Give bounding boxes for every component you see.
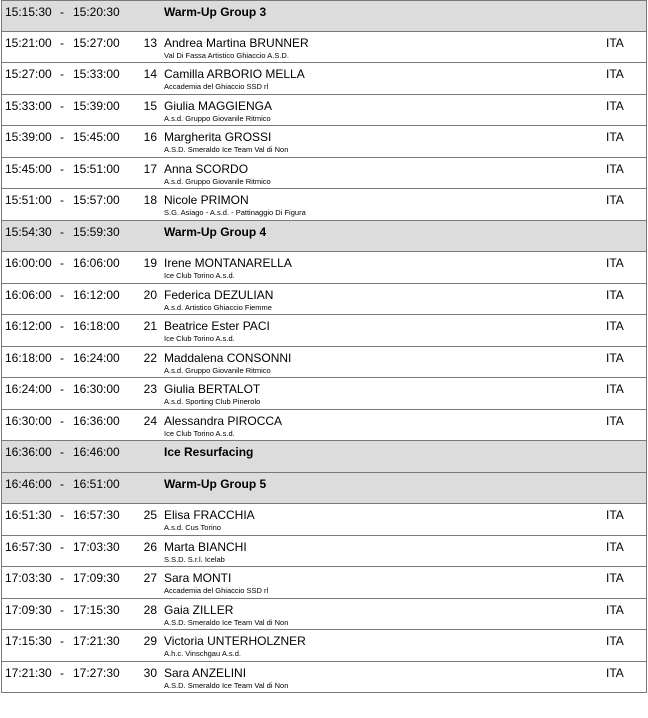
nation-code: ITA [606, 130, 624, 144]
nation-code: ITA [606, 193, 624, 207]
club-name: Accademia del Ghiaccio SSD rl [164, 586, 269, 595]
nation-code: ITA [606, 382, 624, 396]
nation-code: ITA [606, 287, 624, 302]
warmup-row [1, 221, 647, 253]
nation-code: ITA [606, 350, 624, 365]
nation-code: ITA [606, 35, 624, 50]
start-time: 16:00:00 [5, 256, 52, 270]
time-separator: - [60, 319, 64, 333]
start-time: 16:57:30 [5, 539, 52, 554]
skater-name: Irene MONTANARELLA [164, 256, 292, 270]
skater-row [1, 32, 647, 64]
end-time: 16:06:00 [73, 256, 120, 270]
time-separator: - [60, 350, 64, 365]
skater-row [1, 662, 647, 694]
skater-name: Giulia MAGGIENGA [164, 98, 273, 113]
start-time: 15:27:00 [5, 67, 52, 81]
end-time: 16:18:00 [73, 319, 120, 333]
group-title: Warm-Up Group 3 [164, 5, 267, 19]
skater-row [1, 158, 647, 190]
start-number: 17 [143, 161, 157, 176]
schedule-table [1, 0, 647, 693]
start-number: 27 [143, 571, 157, 585]
end-time: 15:39:00 [73, 98, 120, 113]
end-time: 16:30:00 [73, 382, 120, 396]
end-time: 17:27:30 [73, 665, 120, 680]
skater-row [1, 536, 647, 568]
time-separator: - [60, 571, 64, 585]
nation-code: ITA [606, 413, 624, 428]
time-separator: - [60, 602, 64, 617]
skater-row [1, 567, 647, 599]
time-separator: - [60, 67, 64, 81]
skater-name: Sara MONTI [164, 571, 232, 585]
nation-code: ITA [606, 665, 624, 680]
end-time: 15:51:00 [73, 161, 120, 176]
skater-name: Beatrice Ester PACI [164, 319, 270, 333]
club-name: A.s.d. Artistico Ghiaccio Fiemme [164, 302, 272, 312]
time-separator: - [60, 5, 64, 19]
start-time: 16:06:00 [5, 287, 52, 302]
club-name: Ice Club Torino A.s.d. [164, 428, 235, 438]
start-time: 17:09:30 [5, 602, 52, 617]
nation-code: ITA [606, 98, 624, 113]
club-name: A.S.D. Smeraldo Ice Team Val di Non [164, 680, 289, 690]
time-separator: - [60, 224, 64, 239]
warmup-row [1, 473, 647, 505]
club-name: Val Di Fassa Artistico Ghiaccio A.S.D. [164, 50, 289, 60]
warmup-row [1, 0, 647, 32]
end-time: 17:15:30 [73, 602, 120, 617]
nation-code: ITA [606, 571, 624, 585]
start-number: 18 [143, 193, 157, 207]
skater-name: Alessandra PIROCCA [164, 413, 283, 428]
start-time: 15:15:30 [5, 5, 52, 19]
skater-name: Margherita GROSSI [164, 130, 272, 144]
start-number: 30 [143, 665, 157, 680]
end-time: 17:21:30 [73, 634, 120, 648]
start-time: 15:45:00 [5, 161, 52, 176]
group-title: Warm-Up Group 4 [164, 224, 267, 239]
nation-code: ITA [606, 508, 624, 522]
skater-row [1, 63, 647, 95]
time-separator: - [60, 130, 64, 144]
club-name: S.G. Asiago - A.s.d. - Pattinaggio Di Figura [164, 208, 306, 217]
club-name: Accademia del Ghiaccio SSD rl [164, 82, 269, 91]
start-time: 17:15:30 [5, 634, 52, 648]
time-separator: - [60, 287, 64, 302]
end-time: 15:59:30 [73, 224, 120, 239]
start-time: 16:46:00 [5, 476, 52, 491]
end-time: 17:09:30 [73, 571, 120, 585]
end-time: 16:36:00 [73, 413, 120, 428]
skater-row [1, 252, 647, 284]
start-time: 17:03:30 [5, 571, 52, 585]
end-time: 16:12:00 [73, 287, 120, 302]
start-time: 15:51:00 [5, 193, 52, 207]
club-name: A.s.d. Sporting Club Pinerolo [164, 397, 261, 406]
end-time: 15:45:00 [73, 130, 120, 144]
start-number: 29 [143, 634, 157, 648]
start-number: 16 [143, 130, 157, 144]
club-name: S.S.D. S.r.l. Icelab [164, 554, 225, 564]
skater-name: Giulia BERTALOT [164, 382, 261, 396]
start-time: 17:21:30 [5, 665, 52, 680]
nation-code: ITA [606, 539, 624, 554]
nation-code: ITA [606, 602, 624, 617]
start-number: 24 [143, 413, 157, 428]
skater-row [1, 315, 647, 347]
start-number: 13 [143, 35, 157, 50]
start-number: 15 [143, 98, 157, 113]
time-separator: - [60, 413, 64, 428]
skater-name: Gaia ZILLER [164, 602, 234, 617]
event-title: Ice Resurfacing [164, 445, 254, 459]
club-name: A.s.d. Gruppo Giovanile Ritmico [164, 113, 271, 123]
club-name: A.s.d. Cus Torino [164, 523, 221, 532]
time-separator: - [60, 476, 64, 491]
time-separator: - [60, 382, 64, 396]
start-number: 25 [143, 508, 157, 522]
time-separator: - [60, 539, 64, 554]
start-number: 23 [143, 382, 157, 396]
start-number: 22 [143, 350, 157, 365]
skater-row [1, 504, 647, 536]
skater-name: Anna SCORDO [164, 161, 249, 176]
skater-name: Andrea Martina BRUNNER [164, 35, 309, 50]
end-time: 15:27:00 [73, 35, 120, 50]
nation-code: ITA [606, 67, 624, 81]
start-number: 28 [143, 602, 157, 617]
skater-name: Camilla ARBORIO MELLA [164, 67, 305, 81]
time-separator: - [60, 161, 64, 176]
skater-row [1, 95, 647, 127]
end-time: 16:46:00 [73, 445, 120, 459]
start-time: 16:12:00 [5, 319, 52, 333]
end-time: 16:51:00 [73, 476, 120, 491]
nation-code: ITA [606, 319, 624, 333]
start-time: 15:39:00 [5, 130, 52, 144]
start-time: 16:51:30 [5, 508, 52, 522]
nation-code: ITA [606, 256, 624, 270]
time-separator: - [60, 508, 64, 522]
skater-name: Nicole PRIMON [164, 193, 249, 207]
end-time: 17:03:30 [73, 539, 120, 554]
time-separator: - [60, 256, 64, 270]
skater-row [1, 126, 647, 158]
start-number: 19 [143, 256, 157, 270]
start-time: 15:33:00 [5, 98, 52, 113]
skater-name: Federica DEZULIAN [164, 287, 274, 302]
skater-row [1, 410, 647, 442]
time-separator: - [60, 445, 64, 459]
start-number: 14 [143, 67, 157, 81]
skater-name: Sara ANZELINI [164, 665, 247, 680]
start-number: 26 [143, 539, 157, 554]
start-number: 20 [143, 287, 157, 302]
start-number: 21 [143, 319, 157, 333]
skater-name: Marta BIANCHI [164, 539, 247, 554]
skater-row [1, 189, 647, 221]
time-separator: - [60, 35, 64, 50]
end-time: 16:57:30 [73, 508, 120, 522]
resurfacing-row [1, 441, 647, 473]
nation-code: ITA [606, 634, 624, 648]
group-title: Warm-Up Group 5 [164, 476, 267, 491]
club-name: A.S.D. Smeraldo Ice Team Val di Non [164, 617, 289, 627]
skater-row [1, 347, 647, 379]
club-name: Ice Club Torino A.s.d. [164, 271, 235, 280]
start-time: 16:36:00 [5, 445, 52, 459]
time-separator: - [60, 98, 64, 113]
end-time: 15:57:00 [73, 193, 120, 207]
start-time: 16:24:00 [5, 382, 52, 396]
club-name: A.h.c. Vinschgau A.s.d. [164, 649, 241, 658]
skater-name: Maddalena CONSONNI [164, 350, 292, 365]
skater-row [1, 599, 647, 631]
club-name: A.s.d. Gruppo Giovanile Ritmico [164, 176, 271, 186]
time-separator: - [60, 634, 64, 648]
time-separator: - [60, 193, 64, 207]
club-name: Ice Club Torino A.s.d. [164, 334, 235, 343]
club-name: A.S.D. Smeraldo Ice Team Val di Non [164, 145, 289, 154]
start-time: 16:18:00 [5, 350, 52, 365]
time-separator: - [60, 665, 64, 680]
skater-name: Victoria UNTERHOLZNER [164, 634, 306, 648]
start-time: 15:54:30 [5, 224, 52, 239]
start-time: 16:30:00 [5, 413, 52, 428]
skater-name: Elisa FRACCHIA [164, 508, 255, 522]
skater-row [1, 378, 647, 410]
club-name: A.s.d. Gruppo Giovanile Ritmico [164, 365, 271, 375]
end-time: 15:33:00 [73, 67, 120, 81]
end-time: 15:20:30 [73, 5, 120, 19]
nation-code: ITA [606, 161, 624, 176]
start-time: 15:21:00 [5, 35, 52, 50]
skater-row [1, 284, 647, 316]
end-time: 16:24:00 [73, 350, 120, 365]
skater-row [1, 630, 647, 662]
